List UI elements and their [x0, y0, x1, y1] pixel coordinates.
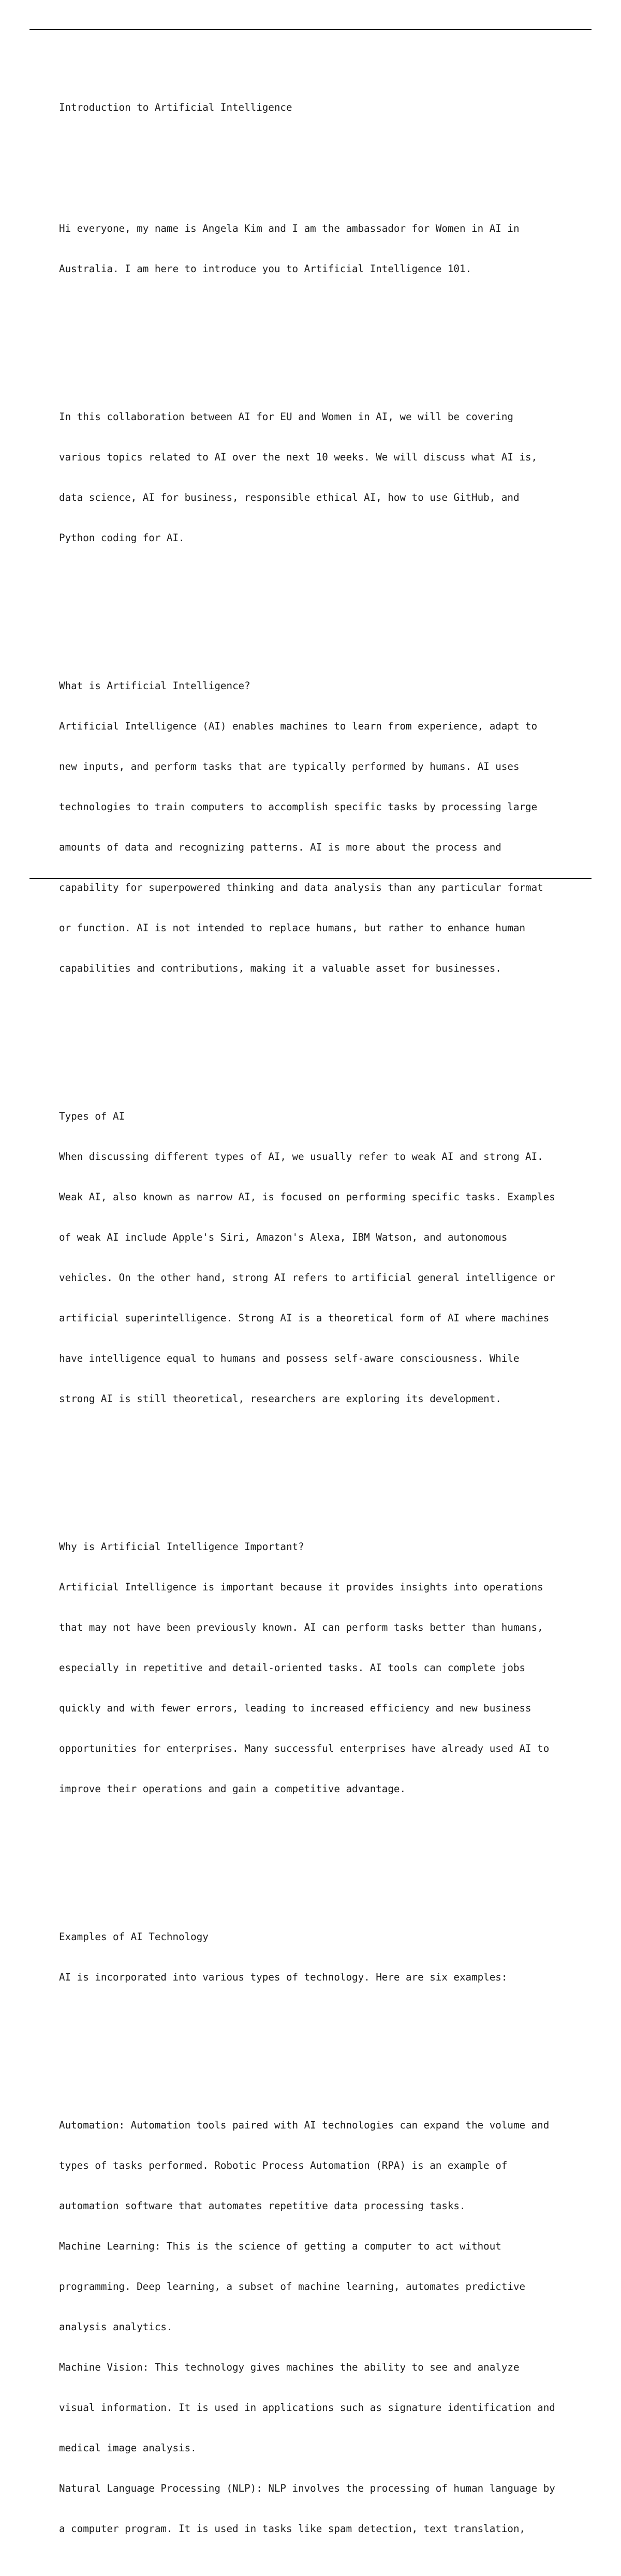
paragraph-line: improve their operations and gain a competitive advantage.: [59, 1783, 406, 1795]
list-item-line: types of tasks performed. Robotic Process Automation (RPA) is an example of: [59, 2160, 508, 2171]
list-item-line: Automation: Automation tools paired with AI technologies can expand the volume and: [59, 2119, 550, 2131]
list-item-line: automation software that automates repetitive data processing tasks.: [59, 2200, 466, 2212]
section-heading: Types of AI: [59, 1110, 125, 1122]
paragraph-line: quickly and with fewer errors, leading to increased efficiency and new business: [59, 1702, 531, 1714]
list-item-line: a computer program. It is used in tasks like spam detection, text translation,: [59, 2523, 526, 2535]
list-item-line: medical image analysis.: [59, 2442, 197, 2454]
paragraph-line: strong AI is still theoretical, researchers are exploring its development.: [59, 1393, 501, 1405]
paragraph-gap: [59, 1029, 597, 1043]
paragraph-line: artificial superintelligence. Strong AI is a theoretical form of AI where machines: [59, 1312, 550, 1324]
paragraph-line: opportunities for enterprises. Many successful enterprises have already used AI to: [59, 1743, 550, 1754]
paragraph-line: of weak AI include Apple's Siri, Amazon's Alexa, IBM Watson, and autonomous: [59, 1231, 508, 1243]
paragraph-line: Weak AI, also known as narrow AI, is focused on performing specific tasks. Examples: [59, 1191, 555, 1203]
paragraph-line: Artificial Intelligence (AI) enables machines to learn from experience, adapt to: [59, 720, 538, 732]
paragraph-gap: [59, 1850, 597, 1863]
document-title: Introduction to Artificial Intelligence: [59, 101, 292, 113]
paragraph-line: Hi everyone, my name is Angela Kim and I am the ambassador for Women in AI in: [59, 222, 520, 234]
paragraph-line: AI is incorporated into various types of technology. Here are six examples:: [59, 1971, 508, 1983]
paragraph-line: that may not have been previously known. AI can perform tasks better than humans,: [59, 1621, 543, 1633]
paragraph-line: various topics related to AI over the next 10 weeks. We will discuss what AI is,: [59, 451, 538, 463]
section-heading: What is Artificial Intelligence?: [59, 680, 250, 692]
list-item-line: visual information. It is used in applications such as signature identification and: [59, 2402, 555, 2414]
section-heading: Why is Artificial Intelligence Important?: [59, 1541, 304, 1553]
document-body: [59, 74, 597, 2576]
paragraph-line: Python coding for AI.: [59, 532, 185, 544]
list-item-line: Machine Vision: This technology gives machines the ability to see and analyze: [59, 2361, 520, 2373]
why-section: [59, 1513, 597, 1823]
bottom-rule: [29, 878, 592, 879]
paragraph-gap: [59, 1460, 597, 1473]
paragraph-line: especially in repetitive and detail-oriented tasks. AI tools can complete jobs: [59, 1662, 526, 1674]
list-item-line: Natural Language Processing (NLP): NLP involves the processing of human language by: [59, 2482, 555, 2494]
top-rule: [29, 29, 592, 30]
paragraph-line: In this collaboration between AI for EU and Women in AI, we will be covering: [59, 411, 513, 423]
list-item-line: analysis analytics.: [59, 2321, 173, 2333]
collaboration-paragraph: [59, 383, 597, 572]
paragraph-gap: [59, 330, 597, 343]
paragraph-line: When discussing different types of AI, we usually refer to weak AI and strong AI.: [59, 1151, 543, 1163]
paragraph-gap: [59, 599, 597, 612]
paragraph-line: Australia. I am here to introduce you to Artificial Intelligence 101.: [59, 263, 472, 275]
paragraph-line: Artificial Intelligence is important because it provides insights into operations: [59, 1581, 543, 1593]
paragraph-gap: [59, 2038, 597, 2051]
paragraph-line: have intelligence equal to humans and possess self-aware consciousness. While: [59, 1352, 520, 1364]
list-item-line: Machine Learning: This is the science of getting a computer to act without: [59, 2240, 501, 2252]
examples-section: [59, 1903, 597, 2011]
examples-list: [59, 2092, 597, 2563]
paragraph-line: amounts of data and recognizing patterns. AI is more about the process and: [59, 841, 501, 853]
paragraph-line: or function. AI is not intended to replace humans, but rather to enhance human: [59, 922, 526, 934]
what-is-section: [59, 652, 597, 1002]
list-item-line: programming. Deep learning, a subset of machine learning, automates predictive: [59, 2281, 526, 2292]
section-heading: Examples of AI Technology: [59, 1931, 209, 1943]
intro-paragraph: [59, 195, 597, 303]
types-section: [59, 1083, 597, 1433]
paragraph-line: capabilities and contributions, making it a valuable asset for businesses.: [59, 962, 501, 974]
paragraph-line: data science, AI for business, responsible ethical AI, how to use GitHub, and: [59, 492, 520, 503]
paragraph-line: vehicles. On the other hand, strong AI refers to artificial general intelligence or: [59, 1272, 555, 1284]
paragraph-gap: [59, 141, 597, 155]
paragraph-line: new inputs, and perform tasks that are typically performed by humans. AI uses: [59, 761, 520, 772]
paragraph-line: technologies to train computers to accomplish specific tasks by processing large: [59, 801, 538, 813]
paragraph-line: capability for superpowered thinking and data analysis than any particular format: [59, 882, 543, 894]
